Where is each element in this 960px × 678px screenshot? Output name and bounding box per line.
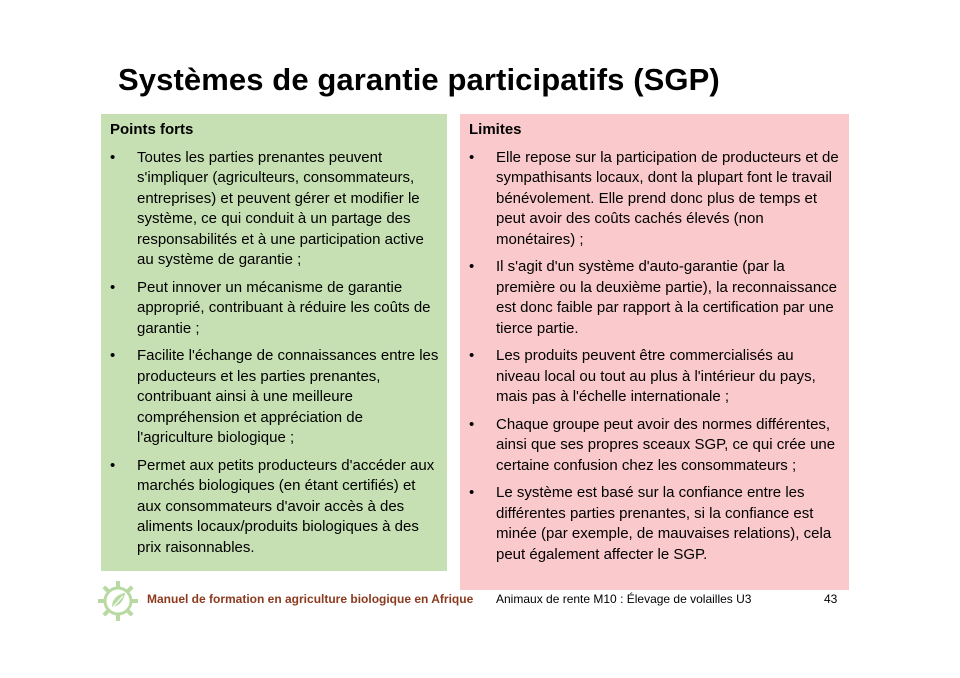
bullet-icon: • (469, 148, 475, 166)
list-item (469, 483, 841, 565)
limits-heading: Limites (469, 121, 522, 138)
list-item (110, 148, 439, 271)
list-item-text: Peut innover un mécanisme de garantie approprié, contribuant à réduire les coûts de garantie ; (137, 278, 431, 337)
bullet-icon: • (110, 347, 116, 364)
strengths-panel (101, 114, 447, 571)
list-item (469, 257, 841, 339)
bullet-icon: • (110, 278, 116, 296)
list-item (469, 346, 841, 408)
footer-manual-title: Manuel de formation en agriculture biologique en Afrique (147, 592, 474, 606)
list-item-text: Elle repose sur la participation de producteurs et de sympathisants locaux, dont la plupart font le travail bénévolement. Elle prend donc plus de temps et peut avoir des coûts cachés élevés (non monétaires) ; (496, 148, 839, 248)
list-item-text: Permet aux petits producteurs d'accéder aux marchés biologiques (en étant certifiés) et aux consommateurs d'avoir accès à des aliments locaux/produits biologiques à des prix raisonnables. (137, 456, 435, 556)
bullet-icon: • (469, 258, 475, 275)
bullet-icon: • (110, 148, 116, 166)
strengths-heading: Points forts (110, 121, 194, 138)
list-item-text: Les produits peuvent être commercialisés au niveau local ou tout au plus à l'intérieur du pays, mais pas à l'échelle internationale ; (496, 347, 816, 405)
bullet-icon: • (469, 347, 475, 364)
gear-leaf-logo-icon (96, 579, 140, 623)
limits-panel (460, 114, 849, 590)
list-item-text: Facilite l'échange de connaissances entre les producteurs et les parties prenantes, contribuant ainsi à une meilleure compréhension et appréciation de l'agriculture biologique ; (137, 347, 439, 446)
limits-list (469, 148, 841, 566)
bullet-icon: • (110, 456, 116, 474)
list-item-text: Chaque groupe peut avoir des normes différentes, ainsi que ses propres sceaux SGP, ce qui crée une certaine confusion chez les consommateurs ; (496, 415, 836, 474)
slide-title: Systèmes de garantie participatifs (SGP) (118, 62, 720, 97)
page-number: 43 (824, 592, 838, 606)
list-item (110, 278, 439, 340)
list-item (110, 346, 439, 449)
list-item (469, 148, 841, 251)
bullet-icon: • (469, 415, 475, 433)
list-item (110, 456, 439, 559)
strengths-list (110, 148, 439, 559)
list-item-text: Le système est basé sur la confiance entre les différentes parties prenantes, si la confiance est minée (par exemple, de mauvaises relations), cela peut également affecter le SGP. (496, 484, 832, 563)
footer-module: Animaux de rente M10 : Élevage de volailles U3 (496, 592, 752, 606)
bullet-icon: • (469, 484, 475, 501)
list-item-text: Il s'agit d'un système d'auto-garantie (par la première ou la deuxième partie), la reconnaissance est donc faible par rapport à la certification par une tierce partie. (496, 258, 838, 337)
list-item-text: Toutes les parties prenantes peuvent s'impliquer (agriculteurs, consommateurs, entreprises) et peuvent gérer et modifier le système, ce qui conduit à un partage des responsabilités et à une participation active au système de garantie ; (137, 148, 424, 268)
list-item (469, 415, 841, 477)
